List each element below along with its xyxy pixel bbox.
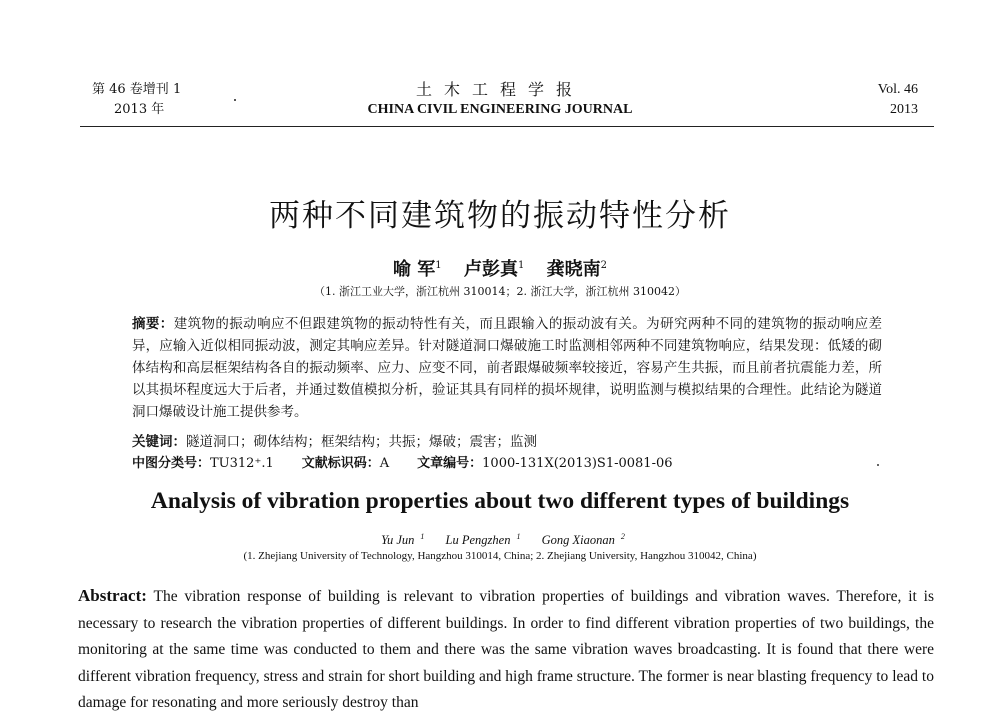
header-rule	[80, 126, 934, 127]
author-cn-2: 卢彭真$^1$	[463, 259, 525, 280]
paper-title-en: Analysis of vibration properties about two different types of buildings	[150, 488, 850, 514]
affiliation-cn: （1. 浙江工业大学，浙江杭州 310014；2. 浙江大学，浙江杭州 310042）	[314, 285, 686, 298]
abstract-cn-text: 建筑物的振动响应不但跟建筑物的振动特性有关，而且跟输入的振动波有关。为研究两种不同的建筑物的振动响应差异，应输入近似相同振动波，测定其响应差异。针对隧道洞口爆破施工时监测相邻两种不同建筑物响应，结果发现：低矮的砌体结构和高层框架结构各自的振动频率、应力、应变不同，前者跟爆破频率较接近，容易产生共振，而且前者抗震能力差，所以其损坏程度远大于后者，并通过数值模拟分析，验证其具有同样的损坏规律，说明监测与模拟结果的合理性。此结论为隧道洞口爆破设计施工提供参考。	[132, 316, 883, 420]
header-left	[92, 80, 181, 120]
author-en-3: Gong Xiaonan $^2$	[541, 532, 625, 548]
print-speck-2	[877, 464, 879, 466]
header-right	[878, 80, 918, 120]
header-center	[300, 80, 700, 120]
abstract-cn-label: 摘要：	[132, 316, 174, 332]
abstract-en-text: The vibration response of building is relevant to vibration properties of buildings and vibration waves. Therefore, it is necessary to research the vibration properties of different buildings. In order to find different vibration properties of two buildings, the monitoring at the same time was conducted to them and there was the same vibration waves broadcasting. It is found that there were different vibration frequency, stress and strain for short building and high frame structure. The former is near blasting frequency to lead to damage for resonating and more seriously destroy than	[78, 588, 934, 711]
clc-value: TU312⁺.1	[210, 456, 274, 471]
abstract-en	[78, 583, 934, 717]
affiliation-en: (1. Zhejiang University of Technology, Hangzhou 310014, China; 2. Zhejiang University, Hangzhou 310042, China)	[243, 550, 757, 562]
journal-name-cn: 土木工程学报	[415, 80, 584, 99]
print-speck	[234, 99, 236, 101]
volume-en: Vol. 46	[877, 82, 918, 97]
author-en-1: Yu Jun $^1$	[381, 532, 425, 548]
author-en-2: Lu Pengzhen $^1$	[445, 532, 521, 548]
keywords-cn-label: 关键词：	[132, 434, 186, 450]
clc-label: 中图分类号：	[132, 456, 211, 471]
keywords-cn-text: 隧道洞口；砌体结构；框架结构；共振；爆破；震害；监测	[186, 434, 537, 450]
abstract-cn	[132, 313, 882, 423]
authors-en	[0, 532, 1000, 548]
article-number-label: 文章编号：	[417, 456, 483, 471]
classification-line	[132, 454, 673, 474]
author-cn-1: 喻 军$^1$	[393, 259, 442, 280]
article-number-value: 1000-131X(2013)S1-0081-06	[482, 456, 673, 471]
abstract-en-label: Abstract:	[78, 586, 147, 605]
year-cn: 2013 年	[114, 102, 165, 117]
journal-name-en: CHINA CIVIL ENGINEERING JOURNAL	[367, 102, 633, 117]
doc-code-label: 文献标识码：	[301, 456, 380, 471]
volume-issue-cn: 第 46 卷增刊 1	[92, 82, 182, 97]
keywords-cn	[132, 432, 537, 452]
year-en: 2013	[890, 102, 918, 117]
paper-title-cn: 两种不同建筑物的振动特性分析	[269, 198, 731, 234]
doc-code-value: A	[379, 456, 390, 471]
authors-cn	[0, 255, 1000, 281]
author-cn-3: 龚晓南$^2$	[546, 259, 607, 280]
